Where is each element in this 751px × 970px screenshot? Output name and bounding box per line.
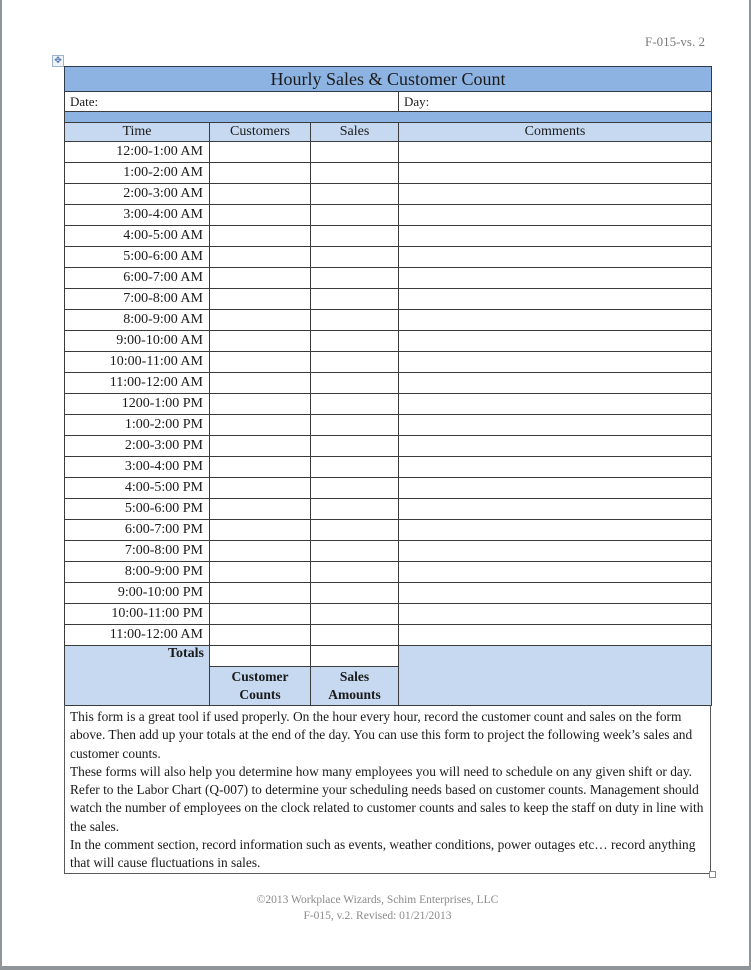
table-row [65,541,712,562]
customer-counts-label-line1: Customer [231,669,289,684]
sales-cell[interactable] [311,247,399,268]
time-cell: 4:00-5:00 PM [65,478,210,499]
comments-cell[interactable] [399,415,712,436]
instructions-paragraph-2: These forms will also help you determine how many employees you will need to schedule on any given shift or day. Refer to the Labor Chart (Q-007) to determine your scheduling needs based on customer counts. Management should watch the number of employees on the clock related to customer counts and sales to keep the staff on duty in line with the sales. [70,763,704,834]
customers-cell[interactable] [210,541,311,562]
column-header-row [65,123,712,142]
sales-cell[interactable] [311,352,399,373]
sales-amounts-label [311,667,399,706]
sales-cell[interactable] [311,373,399,394]
table-row [65,436,712,457]
sales-cell[interactable] [311,583,399,604]
time-cell: 6:00-7:00 AM [65,268,210,289]
table-row [65,583,712,604]
sales-amounts-label-line1: Sales [339,669,370,684]
time-cell: 1:00-2:00 AM [65,163,210,184]
table-row [65,268,712,289]
sales-cell[interactable] [311,415,399,436]
column-header-sales: Sales [311,123,399,142]
comments-cell[interactable] [399,520,712,541]
customers-cell[interactable] [210,373,311,394]
instructions-box [64,705,711,874]
sales-cell[interactable] [311,457,399,478]
sales-cell[interactable] [311,394,399,415]
customers-cell[interactable] [210,499,311,520]
time-cell: 9:00-10:00 PM [65,583,210,604]
customer-total-cell[interactable] [210,646,311,667]
table-row [65,520,712,541]
table-row [65,604,712,625]
comments-cell[interactable] [399,163,712,184]
time-cell: 1200-1:00 PM [65,394,210,415]
footer-revision: F-015, v.2. Revised: 01/21/2013 [303,910,452,922]
sales-cell[interactable] [311,142,399,163]
sales-cell[interactable] [311,478,399,499]
customers-cell[interactable] [210,352,311,373]
comments-cell[interactable] [399,394,712,415]
time-cell: 12:00-1:00 AM [65,142,210,163]
table-row [65,373,712,394]
comments-cell[interactable] [399,499,712,520]
table-move-handle-icon[interactable]: ✥ [52,55,64,67]
time-cell: 5:00-6:00 AM [65,247,210,268]
comments-cell[interactable] [399,373,712,394]
sales-cell[interactable] [311,310,399,331]
customers-cell[interactable] [210,289,311,310]
table-row [65,499,712,520]
comments-cell[interactable] [399,310,712,331]
sales-cell[interactable] [311,226,399,247]
table-row [65,289,712,310]
customers-cell[interactable] [210,226,311,247]
time-cell: 4:00-5:00 AM [65,226,210,247]
comments-cell[interactable] [399,478,712,499]
table-row [65,205,712,226]
time-cell: 11:00-12:00 AM [65,625,210,646]
sales-cell[interactable] [311,541,399,562]
table-row [65,562,712,583]
table-row [65,184,712,205]
time-cell: 3:00-4:00 PM [65,457,210,478]
time-cell: 8:00-9:00 PM [65,562,210,583]
table-row [65,415,712,436]
comments-cell[interactable] [399,457,712,478]
table-row [65,352,712,373]
table-row [65,625,712,646]
sales-cell[interactable] [311,184,399,205]
sales-cell[interactable] [311,205,399,226]
hourly-sales-table [64,66,712,706]
customers-cell[interactable] [210,478,311,499]
totals-label: Totals [65,646,210,706]
day-label: Day: [404,93,430,109]
time-cell: 7:00-8:00 PM [65,541,210,562]
time-cell: 2:00-3:00 AM [65,184,210,205]
customers-cell[interactable] [210,457,311,478]
column-header-time: Time [65,123,210,142]
time-cell: 8:00-9:00 AM [65,310,210,331]
customers-cell[interactable] [210,415,311,436]
form-title: Hourly Sales & Customer Count [65,67,712,92]
time-cell: 3:00-4:00 AM [65,205,210,226]
sales-cell[interactable] [311,268,399,289]
sales-cell[interactable] [311,163,399,184]
comments-cell[interactable] [399,247,712,268]
table-row [65,226,712,247]
comments-cell[interactable] [399,625,712,646]
sales-cell[interactable] [311,436,399,457]
table-row [65,142,712,163]
comments-cell[interactable] [399,226,712,247]
customers-cell[interactable] [210,268,311,289]
customers-cell[interactable] [210,163,311,184]
instructions-paragraph-3: In the comment section, record information such as events, weather conditions, power outages etc… record anything that will cause fluctuations in sales. [70,837,696,871]
customers-cell[interactable] [210,310,311,331]
sales-cell[interactable] [311,289,399,310]
totals-row [65,646,712,667]
column-header-customers: Customers [210,123,311,142]
table-row [65,478,712,499]
customers-cell[interactable] [210,562,311,583]
comments-cell[interactable] [399,268,712,289]
customers-cell[interactable] [210,625,311,646]
comments-cell[interactable] [399,583,712,604]
instructions-paragraph-1: This form is a great tool if used properly. On the hour every hour, record the customer count and sales on the form above. Then add up your totals at the end of the day. You can use this form to project the following week’s sales and customer counts. [70,709,693,761]
totals-comment-blank [399,646,712,706]
time-cell: 7:00-8:00 AM [65,289,210,310]
comments-cell[interactable] [399,352,712,373]
time-cell: 11:00-12:00 AM [65,373,210,394]
table-row [65,457,712,478]
spacer-band [65,112,712,123]
customers-cell[interactable] [210,331,311,352]
column-header-comments: Comments [399,123,712,142]
comments-cell[interactable] [399,541,712,562]
sales-total-cell[interactable] [311,646,399,667]
time-cell: 10:00-11:00 PM [65,604,210,625]
comments-cell[interactable] [399,289,712,310]
table-resize-handle-icon[interactable] [709,871,716,878]
customers-cell[interactable] [210,142,311,163]
customers-cell[interactable] [210,520,311,541]
date-field[interactable] [65,92,399,112]
table-row [65,247,712,268]
comments-cell[interactable] [399,436,712,457]
customer-counts-label [210,667,311,706]
sales-cell[interactable] [311,499,399,520]
table-row [65,331,712,352]
customer-counts-label-line2: Counts [239,687,281,702]
customers-cell[interactable] [210,205,311,226]
time-cell: 9:00-10:00 AM [65,331,210,352]
sales-amounts-label-line2: Amounts [328,687,381,702]
sales-cell[interactable] [311,331,399,352]
comments-cell[interactable] [399,184,712,205]
customers-cell[interactable] [210,583,311,604]
comments-cell[interactable] [399,604,712,625]
table-row [65,310,712,331]
time-cell: 2:00-3:00 PM [65,436,210,457]
date-label: Date: [70,93,99,109]
customers-cell[interactable] [210,436,311,457]
time-cell: 10:00-11:00 AM [65,352,210,373]
customers-cell[interactable] [210,184,311,205]
sales-cell[interactable] [311,625,399,646]
comments-cell[interactable] [399,562,712,583]
customers-cell[interactable] [210,394,311,415]
comments-cell[interactable] [399,205,712,226]
customers-cell[interactable] [210,247,311,268]
comments-cell[interactable] [399,142,712,163]
table-row [65,163,712,184]
sales-cell[interactable] [311,562,399,583]
sales-cell[interactable] [311,604,399,625]
time-cell: 1:00-2:00 PM [65,415,210,436]
form-code: F-015-vs. 2 [645,34,705,49]
time-cell: 5:00-6:00 PM [65,499,210,520]
day-field[interactable] [399,92,712,112]
time-cell: 6:00-7:00 PM [65,520,210,541]
sales-cell[interactable] [311,520,399,541]
comments-cell[interactable] [399,331,712,352]
table-row [65,394,712,415]
footer-copyright: ©2013 Workplace Wizards, Schim Enterprises, LLC [256,894,499,906]
customers-cell[interactable] [210,604,311,625]
